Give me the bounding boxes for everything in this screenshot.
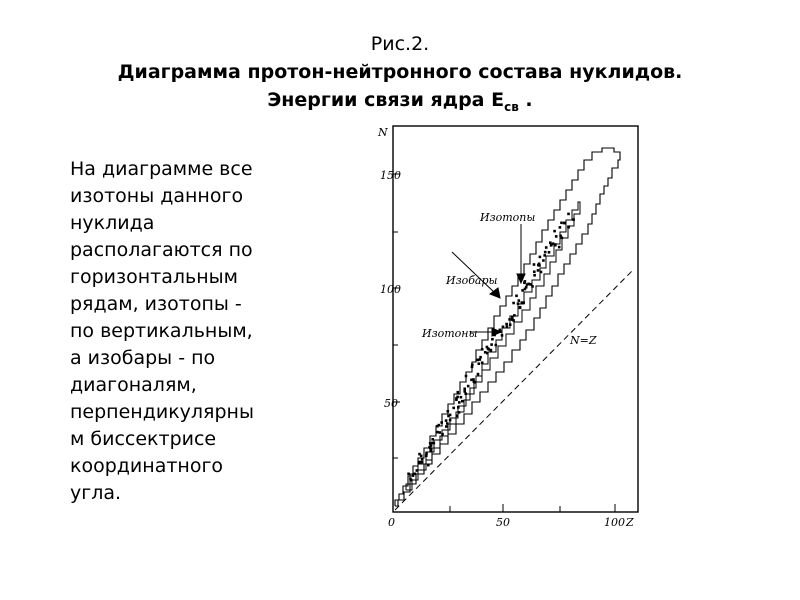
stable-nuclide-point (420, 455, 423, 458)
stable-nuclide-point (449, 419, 452, 422)
stable-nuclide-point (479, 356, 482, 359)
stable-nuclide-point (427, 464, 430, 467)
stable-nuclide-point (490, 350, 493, 353)
stable-nuclide-point (452, 407, 455, 410)
stable-nuclide-point (467, 385, 470, 388)
stable-nuclide-point (416, 469, 419, 472)
stable-nuclide-point (457, 406, 460, 409)
stable-nuclide-point (567, 213, 570, 216)
n-equals-z-line (395, 271, 632, 510)
stable-nuclide-point (456, 415, 459, 418)
stable-nuclide-point (537, 269, 540, 272)
stable-nuclide-point (429, 449, 432, 452)
stable-nuclide-point (449, 414, 452, 417)
stable-nuclide-point (517, 302, 520, 305)
x-axis-ticks (450, 504, 615, 512)
stable-nuclide-point (438, 424, 441, 427)
stable-nuclide-point (409, 478, 412, 481)
stable-nuclide-point (501, 334, 504, 337)
stable-nuclide-point (473, 381, 476, 384)
y-axis-label: N (378, 126, 388, 139)
x-tick-label-50: 50 (496, 516, 510, 529)
stable-nuclide-point (550, 243, 553, 246)
stable-nuclide-point (457, 391, 460, 394)
stable-nuclide-point (458, 401, 461, 404)
stable-nuclide-point (441, 433, 444, 436)
stable-nuclide-point (533, 271, 536, 274)
stable-nuclide-point (555, 235, 558, 238)
stable-nuclide-point (478, 362, 481, 365)
stable-nuclide-point (544, 251, 547, 254)
stable-nuclide-point (521, 289, 524, 292)
stable-nuclide-point (518, 299, 521, 302)
stable-nuclide-point (525, 286, 528, 289)
stable-nuclide-point (425, 455, 428, 458)
x-axis-label: Z (626, 516, 634, 529)
stable-nuclide-point (418, 461, 421, 464)
y-axis-ticks (393, 174, 400, 458)
stable-nuclide-point (464, 392, 467, 395)
isotopes-label: Изотопы (480, 211, 536, 224)
stable-nuclide-point (563, 222, 566, 225)
stable-nuclide-point (421, 461, 424, 464)
stable-nuclide-point (477, 373, 480, 376)
stable-nuclide-point (509, 323, 512, 326)
stable-nuclide-point (542, 259, 545, 262)
stable-nuclide-point (481, 348, 484, 351)
stable-nuclide-point (523, 282, 526, 285)
stable-nuclide-point (502, 326, 505, 329)
stable-nuclide-point (477, 359, 480, 362)
stable-nuclide-point (539, 256, 542, 259)
stable-nuclide-point (440, 421, 443, 424)
stable-nuclide-point (414, 473, 417, 476)
stable-nuclide-point (491, 338, 494, 341)
stable-nuclide-point (537, 264, 540, 267)
stable-nuclide-point (433, 442, 436, 445)
stable-nuclide-point (425, 452, 428, 455)
isobars-arrow (452, 252, 496, 294)
stable-nuclide-point (490, 343, 493, 346)
stable-nuclide-point (436, 431, 439, 434)
figure-subtitle (0, 86, 800, 121)
stable-nuclide-point (543, 254, 546, 257)
stable-nuclide-point (515, 295, 518, 298)
stable-nuclide-point (567, 225, 570, 228)
stable-nuclide-point (460, 396, 463, 399)
stable-nuclide-point (553, 230, 556, 233)
stable-nuclide-point (559, 226, 562, 229)
figure-title: Диаграмма протон-нейтронного состава нуклидов. (117, 61, 683, 83)
stable-nuclide-point (513, 314, 516, 317)
description-text: На диаграмме все изотоны данного нуклида располагаются по горизонтальным рядам, изотопы - по вертикальным, а изобары - по диагоналям, перпендикулярны м биссектрисе координатного угла. (70, 158, 254, 504)
stable-nuclide-point (572, 218, 575, 221)
isobars-label: Изобары (446, 274, 498, 287)
stable-nuclide-point (561, 237, 564, 240)
stable-nuclide-point (545, 246, 548, 249)
stable-nuclide-point (533, 274, 536, 277)
stable-nuclide-point (430, 444, 433, 447)
stable-nuclide-point (431, 438, 434, 441)
stable-nuclide-point (560, 222, 563, 225)
stable-nuclide-point (463, 388, 466, 391)
stable-nuclide-point (508, 318, 511, 321)
nuclide-diagram (370, 118, 650, 538)
y-tick-label-50: 50 (384, 397, 398, 410)
stable-nuclide-point (458, 411, 461, 414)
stable-nuclide-point (463, 390, 466, 393)
stable-nuclide-point (471, 363, 474, 366)
stable-nuclide-points (407, 213, 575, 482)
n-equals-z-label: N=Z (570, 334, 597, 347)
stable-nuclide-point (495, 344, 498, 347)
stable-nuclide-point (447, 410, 450, 413)
stable-nuclide-point (461, 400, 464, 403)
x-tick-label-100: 100 (604, 516, 625, 529)
stable-nuclide-point (521, 301, 524, 304)
stable-nuclide-point (481, 361, 484, 364)
stable-nuclide-point (548, 251, 551, 254)
stable-nuclide-point (554, 244, 557, 247)
stable-nuclide-point (511, 318, 514, 321)
stable-nuclide-point (455, 397, 458, 400)
stable-nuclide-point (558, 246, 561, 249)
stable-nuclide-point (512, 302, 515, 305)
stable-nuclide-point (439, 431, 442, 434)
title-block (0, 30, 800, 121)
stable-nuclide-point (484, 351, 487, 354)
isotones-label: Изотоны (422, 327, 478, 340)
figure-subtitle-end: . (518, 89, 533, 111)
diagram-frame (393, 126, 638, 512)
x-tick-label-0: 0 (388, 516, 395, 529)
stable-nuclide-point (407, 473, 410, 476)
stable-nuclide-point (540, 271, 543, 274)
stable-nuclide-point (506, 326, 509, 329)
stable-nuclide-point (529, 283, 532, 286)
stable-nuclide-point (519, 306, 522, 309)
stable-nuclide-point (470, 379, 473, 382)
stable-nuclide-point (505, 323, 508, 326)
stable-nuclide-point (421, 458, 424, 461)
figure-subtitle-sub: св (504, 99, 519, 114)
stable-nuclide-point (533, 263, 536, 266)
stable-nuclide-point (446, 422, 449, 425)
figure-label: Рис.2. (370, 33, 430, 55)
stable-nuclide-point (465, 375, 468, 378)
stable-nuclide-point (445, 425, 448, 428)
stable-nuclide-point (486, 346, 489, 349)
figure-subtitle-main: Энергии связи ядра Е (267, 89, 505, 111)
y-tick-label-100: 100 (380, 283, 401, 296)
y-tick-label-150: 150 (380, 169, 401, 182)
stable-nuclide-point (445, 419, 448, 422)
